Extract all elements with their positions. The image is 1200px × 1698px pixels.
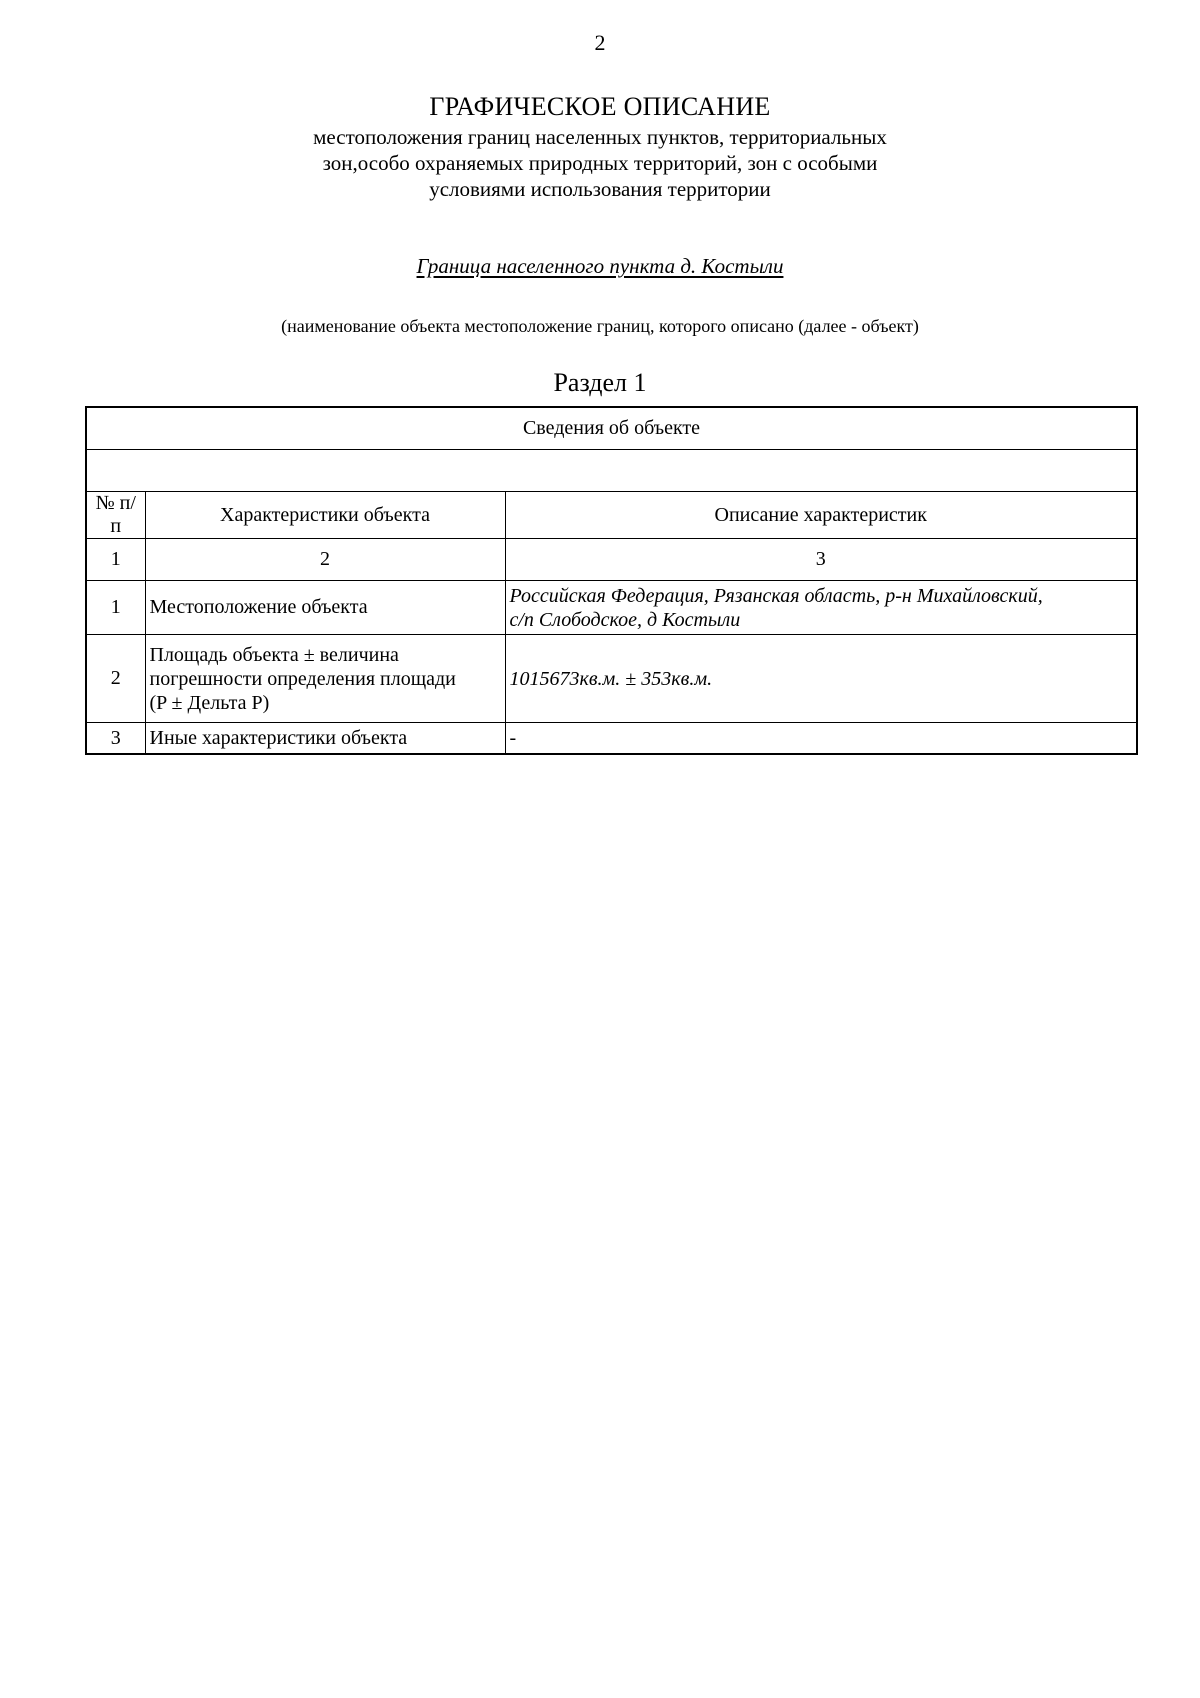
row-number: 2 (86, 635, 145, 723)
column-number-cell: 1 (86, 539, 145, 581)
subtitle-line: зон,особо охраняемых природных территорий, зон с особыми (322, 151, 878, 175)
row-characteristic: Местоположение объекта (145, 581, 505, 635)
column-number-cell: 2 (145, 539, 505, 581)
characteristic-line: погрешности определения площади (149, 667, 456, 690)
table-header-row (86, 492, 1137, 539)
document-subtitle (0, 124, 1200, 202)
column-number-cell: 3 (505, 539, 1137, 581)
object-info-table (85, 406, 1138, 755)
row-number: 3 (86, 723, 145, 755)
description-line: Российская Федерация, Рязанская область, р-н Михайловский, (509, 584, 1043, 607)
description-line: с/п Слободское, д Костыли (509, 608, 741, 631)
page-number: 2 (594, 30, 606, 55)
column-header-description: Описание характеристик (505, 492, 1137, 539)
characteristic-line: (P ± Дельта P) (149, 691, 270, 714)
row-description: - (505, 723, 1137, 755)
object-name-text: Граница населенного пункта д. Костыли (416, 254, 784, 278)
row-description: 1015673кв.м. ± 353кв.м. (505, 635, 1137, 723)
row-characteristic: Иные характеристики объекта (145, 723, 505, 755)
subtitle-line: условиями использования территории (429, 177, 771, 201)
table-row (86, 581, 1137, 635)
table-heading: Сведения об объекте (86, 407, 1137, 450)
section-title: Раздел 1 (553, 368, 647, 397)
table-heading-row (86, 407, 1137, 450)
table-empty-cell (86, 450, 1137, 492)
table-row (86, 635, 1137, 723)
subtitle-line: местоположения границ населенных пунктов, территориальных (313, 125, 887, 149)
table-empty-row (86, 450, 1137, 492)
row-description (505, 581, 1137, 635)
object-name (0, 254, 1200, 279)
object-caption: (наименование объекта местоположение границ, которого описано (далее - объект) (281, 316, 919, 336)
characteristic-line: Площадь объекта ± величина (149, 643, 399, 666)
row-number: 1 (86, 581, 145, 635)
column-header-number: № п/п (86, 492, 145, 539)
document-title: ГРАФИЧЕСКОЕ ОПИСАНИЕ (429, 92, 771, 121)
column-header-characteristic: Характеристики объекта (145, 492, 505, 539)
table-column-number-row (86, 539, 1137, 581)
row-characteristic (145, 635, 505, 723)
table-row (86, 723, 1137, 755)
